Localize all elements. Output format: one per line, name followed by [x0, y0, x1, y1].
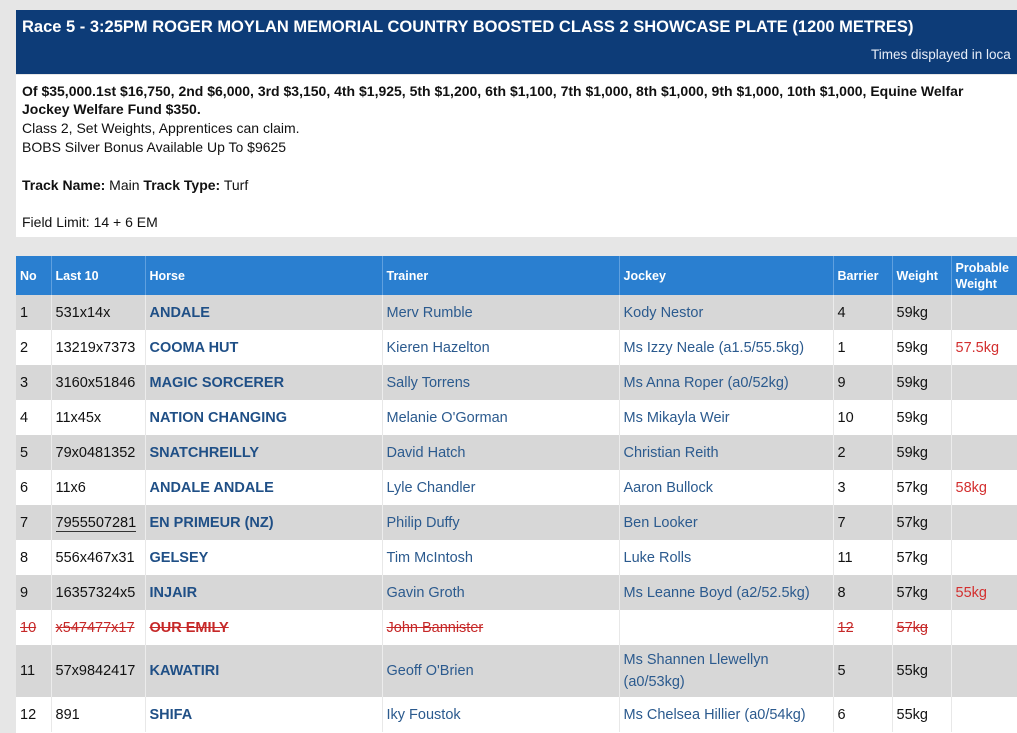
- cell-weight: 57kg: [892, 540, 951, 575]
- table-row-scratched: [16, 610, 1017, 645]
- horse-link[interactable]: ANDALE: [145, 295, 382, 330]
- last10-link[interactable]: 7955507281: [55, 514, 137, 531]
- cell-last10: 11x6: [51, 470, 145, 505]
- cell-probable-weight: [951, 435, 1017, 470]
- cell-last10: 11x45x: [51, 400, 145, 435]
- jockey-link[interactable]: Ben Looker: [619, 505, 833, 540]
- table-row: [16, 470, 1017, 505]
- track-type: Turf: [223, 177, 249, 193]
- times-note: Times displayed in loca: [871, 47, 1011, 62]
- cell-last10: 531x14x: [51, 295, 145, 330]
- cell-last10: 891: [51, 697, 145, 732]
- field-limit: Field Limit: 14 + 6 EM: [22, 214, 158, 230]
- cell-last10: 16357324x5: [51, 575, 145, 610]
- track-info: [22, 176, 248, 195]
- cell-no: 11: [16, 645, 51, 697]
- cell-no: 1: [16, 295, 51, 330]
- header-jockey[interactable]: Jockey: [619, 256, 833, 295]
- cell-barrier: 11: [833, 540, 892, 575]
- cell-probable-weight: [951, 400, 1017, 435]
- table-header-row: [16, 256, 1017, 295]
- cell-probable-weight: [951, 610, 1017, 645]
- cell-weight: 59kg: [892, 365, 951, 400]
- track-name: Main: [109, 177, 140, 193]
- cell-last10: 13219x7373: [51, 330, 145, 365]
- cell-barrier: 9: [833, 365, 892, 400]
- jockey-link[interactable]: Christian Reith: [619, 435, 833, 470]
- header-probable-weight[interactable]: Probable Weight: [951, 256, 1017, 295]
- cell-no: 9: [16, 575, 51, 610]
- header-no[interactable]: No: [16, 256, 51, 295]
- horse-link[interactable]: KAWATIRI: [145, 645, 382, 697]
- cell-weight: 55kg: [892, 697, 951, 732]
- cell-no: 10: [16, 610, 51, 645]
- cell-probable-weight: [951, 365, 1017, 400]
- trainer-link[interactable]: Geoff O'Brien: [382, 645, 619, 697]
- cell-probable-weight: 58kg: [951, 470, 1017, 505]
- cell-no: 12: [16, 697, 51, 732]
- jockey-link[interactable]: Ms Leanne Boyd (a2/52.5kg): [619, 575, 833, 610]
- table-row: [16, 645, 1017, 697]
- horse-link[interactable]: INJAIR: [145, 575, 382, 610]
- cell-last10: 57x9842417: [51, 645, 145, 697]
- trainer-link[interactable]: Gavin Groth: [382, 575, 619, 610]
- cell-weight: 57kg: [892, 470, 951, 505]
- trainer-link[interactable]: Philip Duffy: [382, 505, 619, 540]
- cell-barrier: 10: [833, 400, 892, 435]
- cell-last10: x547477x17: [51, 610, 145, 645]
- jockey-link[interactable]: Luke Rolls: [619, 540, 833, 575]
- cell-barrier: 7: [833, 505, 892, 540]
- cell-barrier: 6: [833, 697, 892, 732]
- race-title: Race 5 - 3:25PM ROGER MOYLAN MEMORIAL COUNTRY BOOSTED CLASS 2 SHOWCASE PLATE (1200 METRES): [22, 18, 914, 36]
- cell-probable-weight: [951, 505, 1017, 540]
- horse-link[interactable]: NATION CHANGING: [145, 400, 382, 435]
- cell-no: 7: [16, 505, 51, 540]
- cell-barrier: 8: [833, 575, 892, 610]
- cell-barrier: 2: [833, 435, 892, 470]
- jockey-link[interactable]: Ms Anna Roper (a0/52kg): [619, 365, 833, 400]
- table-row: [16, 365, 1017, 400]
- table-row: [16, 540, 1017, 575]
- horse-link[interactable]: SHIFA: [145, 697, 382, 732]
- cell-last10: 3160x51846: [51, 365, 145, 400]
- track-name-label: Track Name:: [22, 177, 106, 193]
- cell-probable-weight: 55kg: [951, 575, 1017, 610]
- cell-barrier: 12: [833, 610, 892, 645]
- cell-probable-weight: [951, 295, 1017, 330]
- cell-no: 5: [16, 435, 51, 470]
- trainer-link[interactable]: Tim McIntosh: [382, 540, 619, 575]
- cell-probable-weight: [951, 540, 1017, 575]
- cell-probable-weight: 57.5kg: [951, 330, 1017, 365]
- cell-barrier: 5: [833, 645, 892, 697]
- horse-link[interactable]: GELSEY: [145, 540, 382, 575]
- prize-money-line: Of $35,000.1st $16,750, 2nd $6,000, 3rd $3,150, 4th $1,925, 5th $1,200, 6th $1,100, 7th $1,000, 8th $1,000, 9th $1,000, 10th $1,000, Equine Welfar: [22, 83, 964, 99]
- table-row: [16, 400, 1017, 435]
- trainer-link[interactable]: David Hatch: [382, 435, 619, 470]
- bonus-note: BOBS Silver Bonus Available Up To $9625: [22, 139, 287, 155]
- cell-last10: 556x467x31: [51, 540, 145, 575]
- trainer-link[interactable]: Merv Rumble: [382, 295, 619, 330]
- trainer-link[interactable]: Melanie O'Gorman: [382, 400, 619, 435]
- cell-weight: 59kg: [892, 295, 951, 330]
- cell-barrier: 1: [833, 330, 892, 365]
- cell-weight: 59kg: [892, 435, 951, 470]
- trainer-link[interactable]: Lyle Chandler: [382, 470, 619, 505]
- table-row: [16, 295, 1017, 330]
- cell-weight: 57kg: [892, 505, 951, 540]
- race-info-panel: [16, 75, 1017, 237]
- header-horse[interactable]: Horse: [145, 256, 382, 295]
- jockey-link[interactable]: Ms Mikayla Weir: [619, 400, 833, 435]
- race-conditions: Class 2, Set Weights, Apprentices can claim.: [22, 120, 300, 136]
- cell-barrier: 3: [833, 470, 892, 505]
- cell-probable-weight: [951, 697, 1017, 732]
- cell-no: 3: [16, 365, 51, 400]
- trainer-link[interactable]: Kieren Hazelton: [382, 330, 619, 365]
- jockey-link[interactable]: Kody Nestor: [619, 295, 833, 330]
- trainer-link[interactable]: Iky Foustok: [382, 697, 619, 732]
- table-row: [16, 435, 1017, 470]
- header-weight[interactable]: Weight: [892, 256, 951, 295]
- horse-link[interactable]: SNATCHREILLY: [145, 435, 382, 470]
- horse-link[interactable]: ANDALE ANDALE: [145, 470, 382, 505]
- field-table: [16, 256, 1017, 732]
- cell-no: 2: [16, 330, 51, 365]
- cell-no: 8: [16, 540, 51, 575]
- jockey-link[interactable]: Ms Izzy Neale (a1.5/55.5kg): [619, 330, 833, 365]
- horse-link[interactable]: MAGIC SORCERER: [145, 365, 382, 400]
- horse-link[interactable]: COOMA HUT: [145, 330, 382, 365]
- cell-weight: 59kg: [892, 330, 951, 365]
- header-trainer[interactable]: Trainer: [382, 256, 619, 295]
- table-row: [16, 505, 1017, 540]
- prize-money-line-2: Jockey Welfare Fund $350.: [22, 101, 201, 117]
- track-type-label: Track Type:: [143, 177, 221, 193]
- header-last10[interactable]: Last 10: [51, 256, 145, 295]
- trainer-link[interactable]: Sally Torrens: [382, 365, 619, 400]
- cell-last10: [51, 505, 145, 540]
- table-row: [16, 697, 1017, 732]
- cell-last10: 79x0481352: [51, 435, 145, 470]
- cell-no: 6: [16, 470, 51, 505]
- table-row: [16, 575, 1017, 610]
- jockey-link: [619, 610, 833, 645]
- cell-weight: 59kg: [892, 400, 951, 435]
- cell-probable-weight: [951, 645, 1017, 697]
- cell-weight: 55kg: [892, 645, 951, 697]
- table-row: [16, 330, 1017, 365]
- horse-link[interactable]: OUR EMILY: [145, 610, 382, 645]
- cell-barrier: 4: [833, 295, 892, 330]
- cell-weight: 57kg: [892, 575, 951, 610]
- header-barrier[interactable]: Barrier: [833, 256, 892, 295]
- cell-weight: 57kg: [892, 610, 951, 645]
- field-table-container: [16, 256, 1017, 733]
- cell-no: 4: [16, 400, 51, 435]
- jockey-link[interactable]: Ms Chelsea Hillier (a0/54kg): [619, 697, 833, 732]
- jockey-link[interactable]: Aaron Bullock: [619, 470, 833, 505]
- jockey-link[interactable]: Ms Shannen Llewellyn (a0/53kg): [619, 645, 833, 697]
- horse-link[interactable]: EN PRIMEUR (NZ): [145, 505, 382, 540]
- trainer-link[interactable]: John Bannister: [382, 610, 619, 645]
- race-header: [16, 10, 1017, 74]
